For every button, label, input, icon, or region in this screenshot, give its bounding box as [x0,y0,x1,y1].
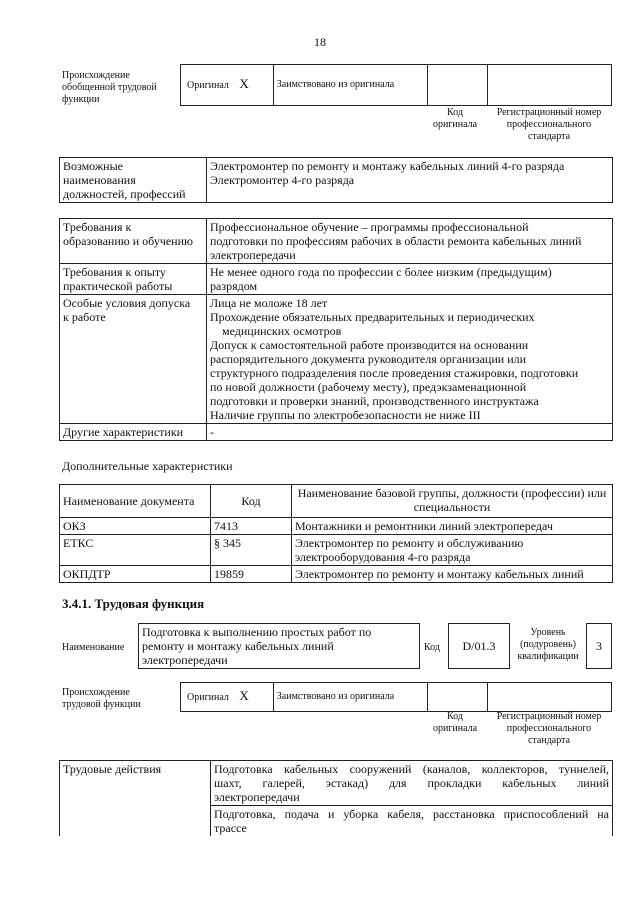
item-line: Подготовка кабельных сооружений (каналов, коллекторов, туннелей, [214,762,609,776]
original-cell [181,65,274,106]
value-line: по новой должности (рабочему месту), предэкзаменационной [210,380,527,394]
header-code: Код [211,485,292,518]
value-line: структурного подразделения после проведения стажировки, подготовки [210,366,579,380]
item-line: шахт, галерей, эстакад) для прокладки кабельных линий [214,776,609,790]
origin-label-line: Происхождение [62,687,130,698]
caption-line: профессионального [506,723,592,734]
code-original-cell [428,683,488,712]
label-line: (подуровень) [520,639,576,650]
caption-line: Регистрационный номер [496,711,602,722]
borrowed-label: Заимствовано из оригинала [276,691,395,702]
row-code: § 345 [211,535,292,566]
origin-label-2 [62,687,182,711]
origin-label-line: обобщенной трудовой [62,82,157,93]
origin-label [62,70,182,106]
req-experience-label [60,264,207,295]
original-label: Оригинал [187,80,229,91]
row-code: 19859 [211,566,292,583]
caption-line: Код [447,711,463,722]
labor-actions-label: Трудовые действия [60,761,211,837]
code-original-cell [428,65,488,106]
origin-label-line: функции [62,94,100,105]
name-line: электрооборудования 4-го разряда [295,550,471,564]
req-other-value [207,424,613,441]
row-doc: ЕТКС [60,535,211,566]
value-line: подготовки по профессиям рабочих в области ремонта кабельных линий [210,234,582,248]
value-line: разрядом [210,279,258,293]
label-line: Уровень [530,627,566,638]
name-line: Электромонтер по ремонту и обслуживанию [295,536,524,550]
req-education-value [207,219,613,264]
row-doc: ОКПДТР [60,566,211,583]
row-name [292,535,613,566]
label-line: Особые условия допуска [63,296,191,310]
borrowed-cell [273,65,427,106]
row-name [292,566,613,583]
function-code-label: Код [424,642,440,653]
code-original-caption-2 [426,711,484,735]
value-line: подготовки и проверки знаний, производственного инструктажа [210,394,539,408]
row-code: 7413 [211,518,292,535]
function-name-box [138,623,420,669]
value-line: Не менее одного года по профессии с более низким (предыдущим) [210,265,552,279]
positions-table [59,157,613,203]
label-line: практической работы [63,279,173,293]
req-other-label [60,424,207,441]
item-line: трассе [214,821,247,835]
caption-line: Регистрационный номер [496,107,602,118]
value-line: Электромонтер 4-го разряда [210,173,355,187]
labor-action-item [211,806,613,837]
caption-line: оригинала [432,723,478,734]
req-education-label [60,219,207,264]
req-admission-value [207,295,613,424]
caption-line: профессионального [506,119,592,130]
origin-table-2 [180,682,612,712]
original-mark: X [239,76,249,91]
requirements-table [59,218,613,441]
original-mark: X [239,688,249,703]
positions-value [207,158,613,203]
borrowed-cell [273,683,427,712]
function-level-value: 3 [587,624,612,669]
additional-table [59,484,613,583]
original-label: Оригинал [187,692,229,703]
req-experience-value [207,264,613,295]
row-name [292,518,613,535]
value-line: Электромонтер по ремонту и монтажу кабельных линий 4-го разряда [210,159,565,173]
caption-line: оригинала [432,119,478,130]
page-number: 18 [314,35,326,49]
name-line: Подготовка к выполнению простых работ по [142,625,372,639]
caption-line: Код [447,107,463,118]
value-line: электропередачи [210,248,296,262]
function-code-value: D/01.3 [449,624,510,669]
caption-line: стандарта [527,735,571,746]
additional-title: Дополнительные характеристики [62,459,233,473]
caption-line: стандарта [527,131,571,142]
name-line: ремонту и монтажу кабельных линий [142,639,334,653]
req-admission-label [60,295,207,424]
label-line: Требования к опыту [63,265,166,279]
origin-label-line: трудовой функции [62,699,141,710]
name-line: Монтажники и ремонтники линий электропередач [295,519,553,533]
name-line: электропередачи [142,653,228,667]
borrowed-label: Заимствовано из оригинала [276,79,395,90]
value-line: медицинских осмотров [222,324,342,338]
function-name-value [139,624,420,669]
label-line: Требования к [63,220,132,234]
label-line: должностей, профессий [63,187,186,201]
labor-actions-table [59,760,613,836]
reg-number-caption-2 [486,711,612,747]
row-doc: ОКЗ [60,518,211,535]
value-line: Лица не моложе 18 лет [210,296,328,310]
function-name-label: Наименование [62,642,125,653]
origin-table [180,64,612,106]
label-line: к работе [63,310,106,324]
label-line: Возможные [63,159,123,173]
function-level-box [586,623,612,669]
header-doc: Наименование документа [60,485,211,518]
reg-number-caption [486,107,612,143]
value-line: Профессиональное обучение – программы профессиональной [210,220,529,234]
label-line: наименования [63,173,136,187]
value-line: Допуск к самостоятельной работе производится на основании [210,338,529,352]
value-line: распорядительного документа руководителя организации или [210,352,527,366]
positions-label [60,158,207,203]
function-code-box [448,623,510,669]
label-line: квалификации [517,651,579,662]
label-line: Другие характеристики [63,425,184,439]
value-line: Наличие группы по электробезопасности не ниже III [210,408,481,422]
value-line: Прохождение обязательных предварительных и периодических [210,310,535,324]
name-line: Электромонтер по ремонту и монтажу кабельных линий [295,567,584,581]
item-line: Подготовка, подача и уборка кабеля, расстановка приспособлений на [214,807,609,821]
reg-number-cell [488,65,612,106]
origin-label-line: Происхождение [62,70,130,81]
label-line: образованию и обучению [63,234,193,248]
reg-number-cell [488,683,612,712]
original-cell [181,683,274,712]
labor-action-item [211,761,613,806]
item-line: электропередачи [214,790,300,804]
header-name: Наименование базовой группы, должности (профессии) или специальности [292,485,613,518]
section-title: 3.4.1. Трудовая функция [62,596,205,611]
value-line: - [210,425,214,439]
function-level-label [510,627,586,663]
code-original-caption [426,107,484,131]
